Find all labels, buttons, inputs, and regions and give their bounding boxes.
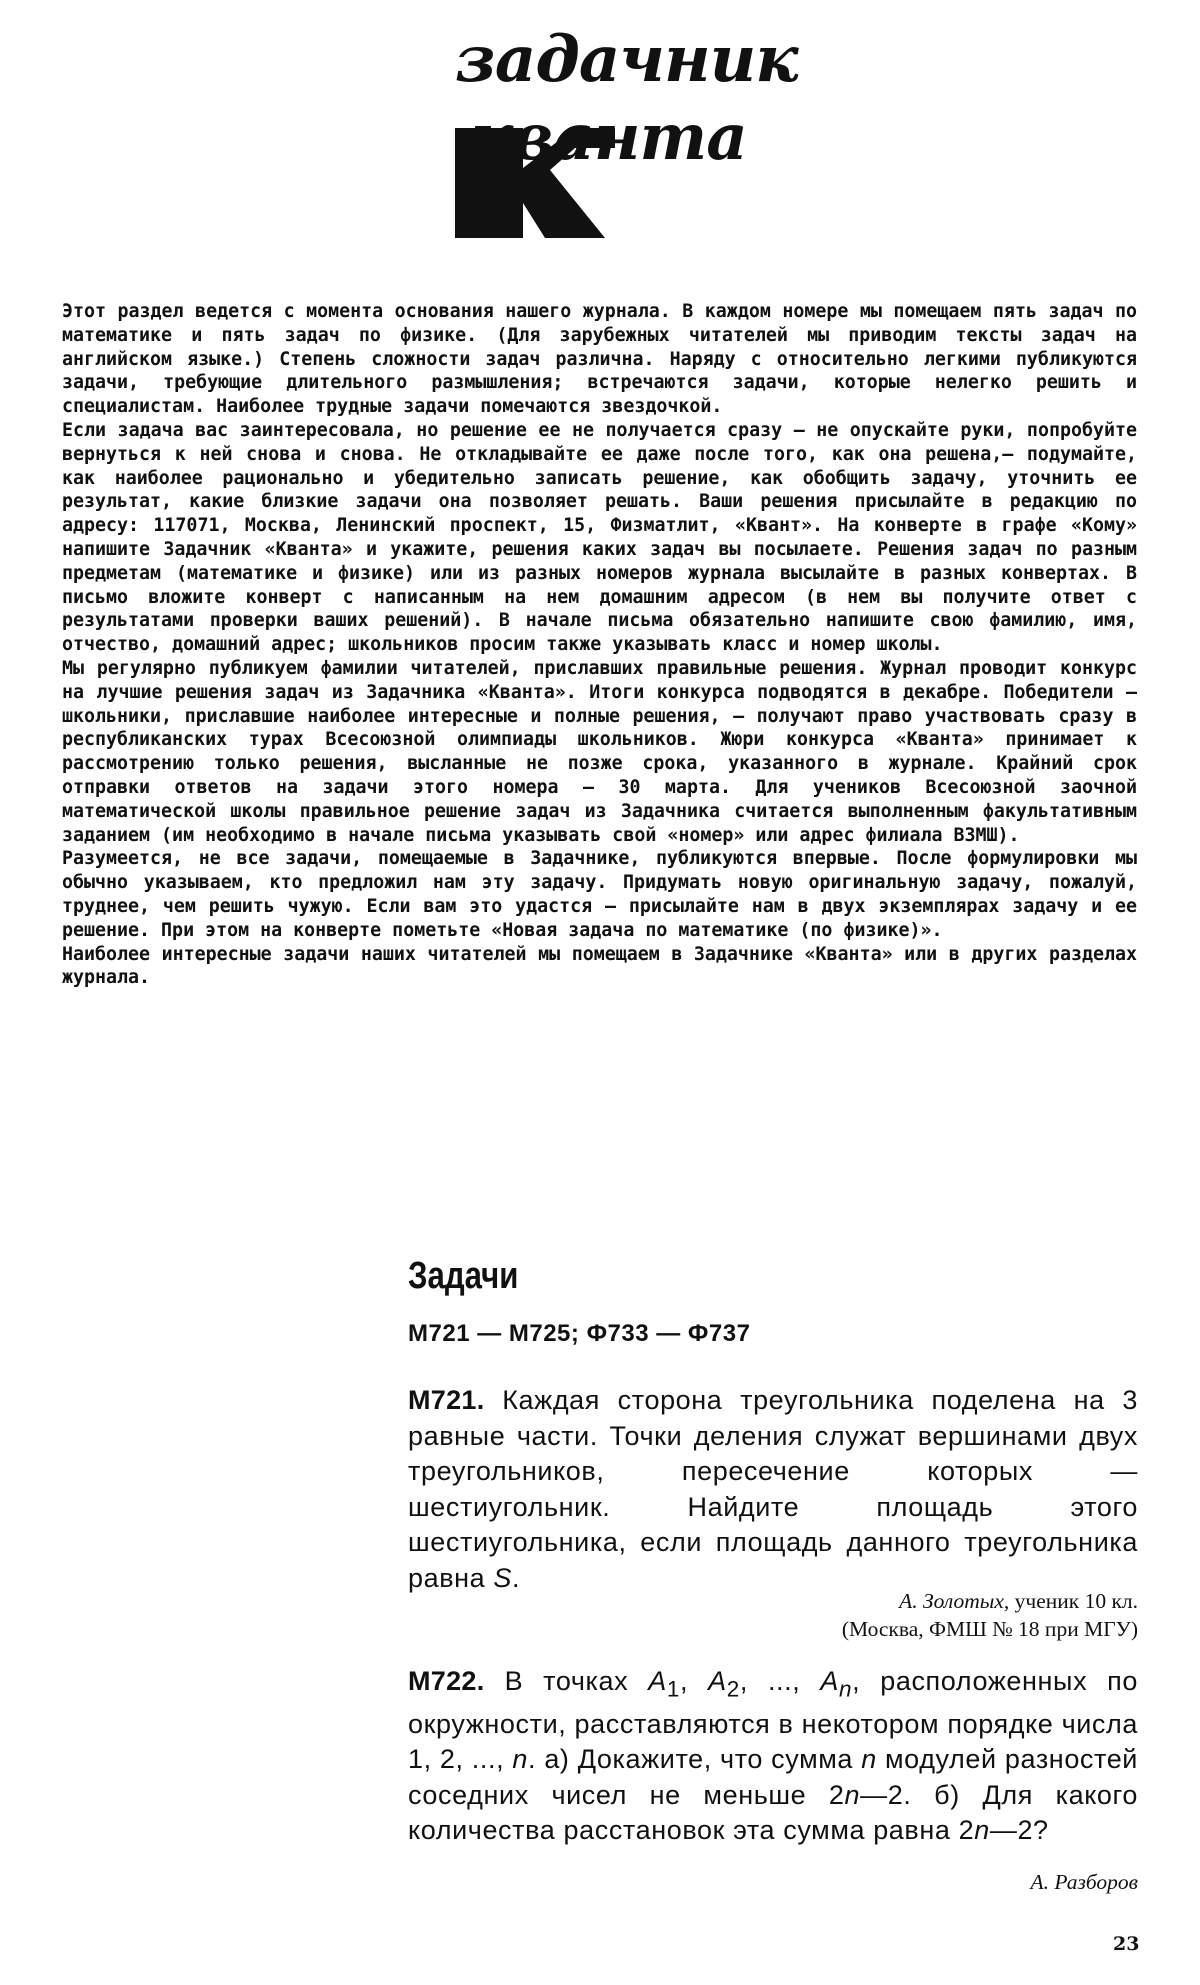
intro-paragraph: Если задача вас заинтересовала, но решение ее не получается сразу — не опускайте руки, попробуйте вернуться к ней снова и снова. Не откладывайте ее даже после того, как она решена,— подумайте, как наиболее рационально и убедительно записать решение, как обобщить задачу, уточнить ее результат, какие близкие задачи она позволяет решать. Ваши решения присылайте в редакцию по адресу: 117071, Москва, Ленинский проспект, 15, Физматлит, «Квант». На конверте в графе «Кому» напишите Задачник «Кванта» и укажите, решения каких задач вы посылаете. Решения задач по разным предметам (математике и физике) или из разных номеров журнала высылайте в разных конвертах. В письмо вложите конверт с написанным на нем домашним адресом (в нем вы получите ответ с результатами проверки ваших решений). В начале письма обязательно напишите свою фамилию, имя, отчество, домашний адрес; школьников просим также указывать класс и номер школы.: [62, 419, 1137, 656]
author-info: ученик 10 кл.: [1009, 1589, 1138, 1613]
author-name: А. Разборов: [1030, 1870, 1138, 1894]
author-school: (Москва, ФМШ № 18 при МГУ): [841, 1617, 1138, 1641]
problem-author: [438, 1868, 1138, 1896]
problem-variable: S: [493, 1562, 513, 1593]
problem-m722: [408, 1664, 1138, 1849]
intro-paragraph: Разумеется, не все задачи, помещаемые в Задачнике, публикуются впервые. После формулировки мы обычно указываем, кто предложил нам эту задачу. Придумать новую оригинальную задачу, пожалуй, труднее, чем решить чужую. Если вам это удастся — присылайте нам в двух экземплярах задачу и ее решение. При этом на конверте пометьте «Новая задача по математике (по физике)».: [62, 848, 1137, 941]
intro-paragraph: Этот раздел ведется с момента основания нашего журнала. В каждом номере мы помещаем пять задач по математике и пять задач по физике. (Для зарубежных читателей мы приводим тексты задач на английском языке.) Степень сложности задач различна. Наряду с относительно легкими публикуются задачи, требующие длительного размышления; встречаются задачи, которые нелегко решить и специалистам. Наиболее трудные задачи помечаются звездочкой.: [62, 301, 1137, 418]
intro-paragraph: Наиболее интересные задачи наших читателей мы помещаем в Задачнике «Кванта» или в других разделах журнала.: [62, 943, 1137, 989]
problem-id: М721.: [408, 1385, 485, 1415]
author-name: А. Золотых,: [899, 1589, 1010, 1613]
problem-text: Каждая сторона треугольника поделена на 3 равные части. Точки деления служат вершинами двух треугольников, пересечение которых — шестиугольник. Найдите площадь этого шестиугольника, если площадь данного треугольника равна: [408, 1385, 1138, 1593]
intro-text: [62, 300, 1137, 990]
masthead-title-line1: задачник: [455, 22, 798, 97]
tasks-heading: Задачи: [408, 1255, 519, 1297]
intro-paragraph: Мы регулярно публикуем фамилии читателей, приславших правильные решения. Журнал проводит конкурс на лучшие решения задач из Задачника «Кванта». Итоги конкурса подводятся в декабре. Победители — школьники, приславшие наиболее интересные и полные решения, — получают право участвовать сразу в республиканских турах Всесоюзной олимпиады школьников. Жюри конкурса «Кванта» принимает к рассмотрению только решения, высланные не позже срока, указанного в журнале. Крайний срок отправки ответов на задачи этого номера — 30 марта. Для учеников Всесоюзной заочной математической школы правильное решение задач из Задачника считается выполненным факультативным заданием (им необходимо в начале письма указывать свой «номер» или адрес филиала ВЗМШ).: [62, 657, 1137, 846]
problem-id: М722.: [408, 1666, 485, 1696]
problem-text: В точках $A_1$, $A_2$, ..., $A_n$, расположенных по окружности, расставляются в некотором порядке числа 1, 2, ..., n. а) Докажите, что сумма n модулей разностей соседних чисел не меньше 2n—2. б) Для какого количества расстановок эта сумма равна 2n—2?: [408, 1666, 1139, 1846]
problem-end: .: [512, 1562, 521, 1593]
masthead: [455, 22, 835, 208]
problem-m721: [408, 1383, 1138, 1596]
problem-author: [438, 1587, 1138, 1643]
masthead-title-line2: кванта: [470, 100, 747, 175]
tasks-range: М721 — М725; Ф733 — Ф737: [408, 1320, 751, 1347]
page-number: 23: [1113, 1933, 1140, 1955]
